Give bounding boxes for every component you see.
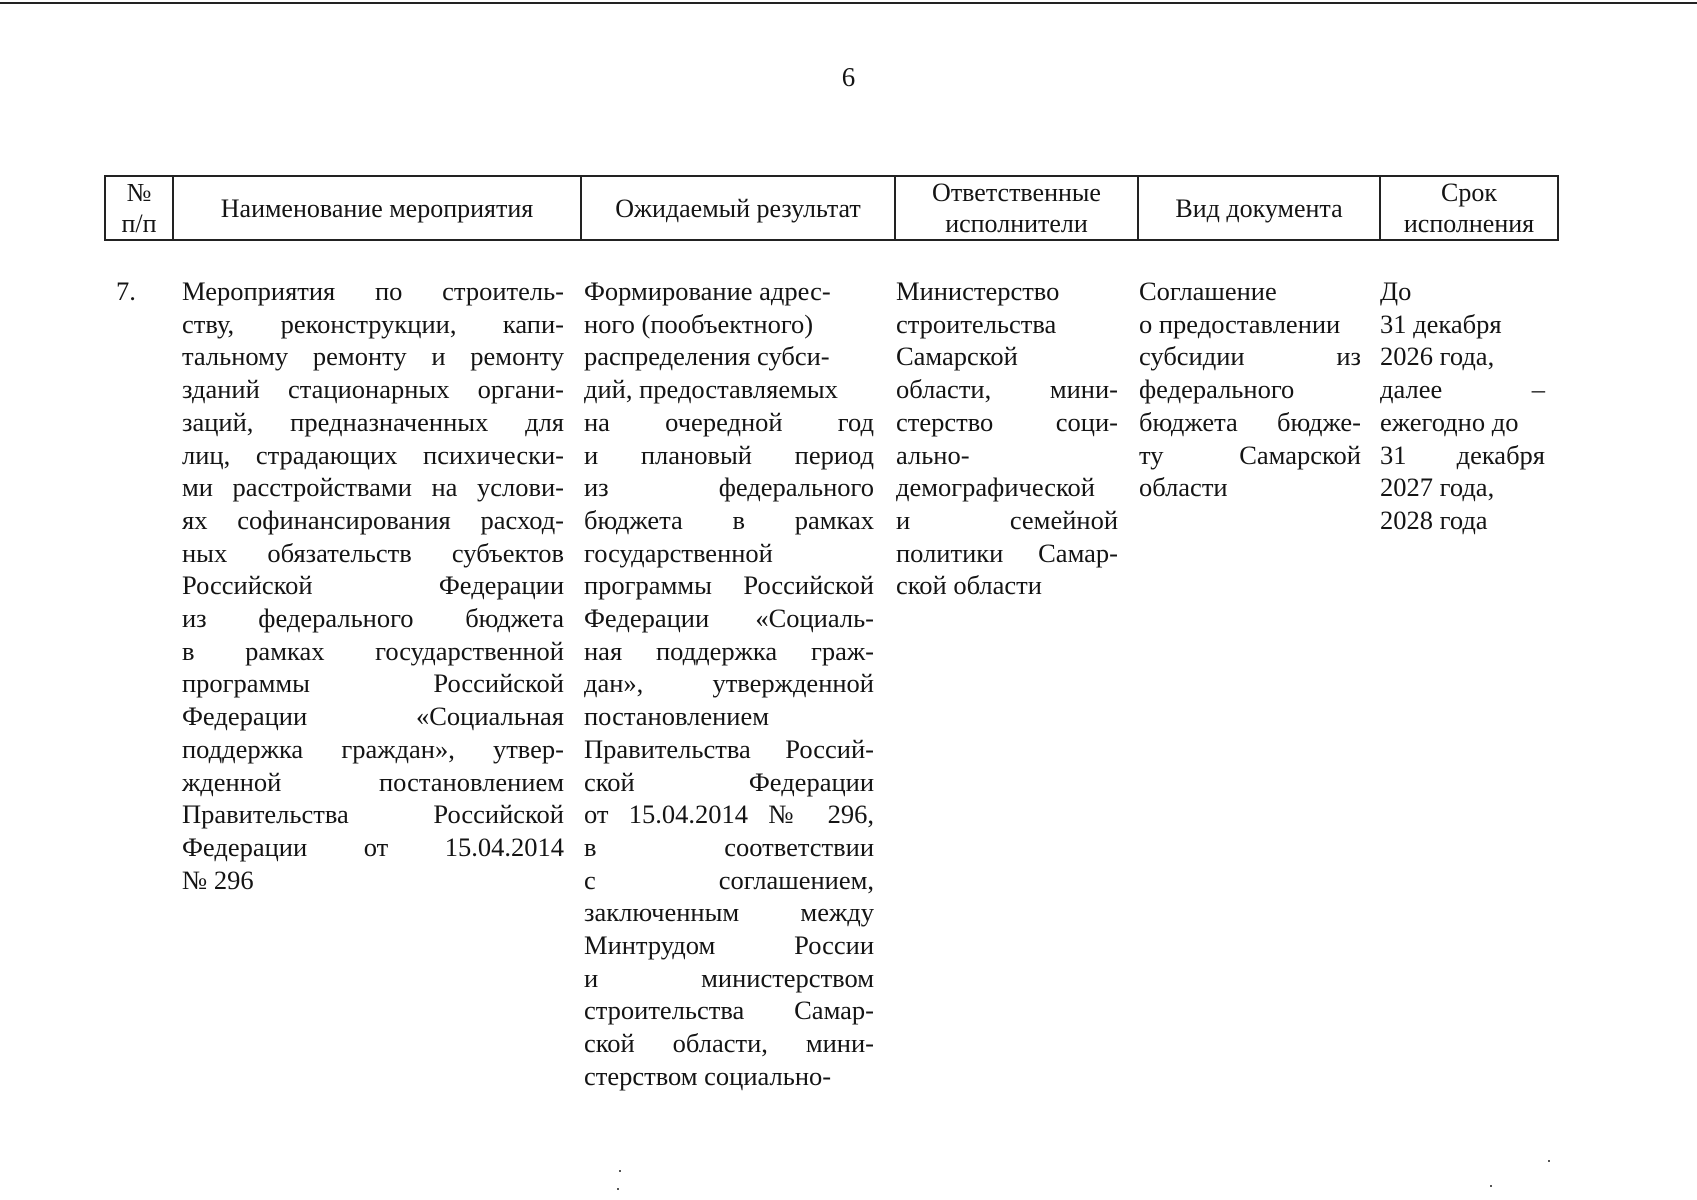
cell-text-line: Федерации «Социаль- bbox=[584, 603, 874, 634]
cell-text-line: ях софинансирования расход- bbox=[182, 504, 564, 535]
cell-text-line: в рамках государственной bbox=[182, 635, 564, 666]
cell-text-line: государственной bbox=[584, 537, 773, 568]
cell-text-line: ской области bbox=[896, 570, 1042, 601]
responsible-cell bbox=[896, 275, 1118, 602]
cell-text-line: распределения субси- bbox=[584, 341, 830, 372]
row-number: 7. bbox=[116, 276, 136, 306]
cell-text-line: ная поддержка граж- bbox=[584, 635, 874, 666]
cell-text-line: Формирование адрес- bbox=[584, 276, 831, 306]
cell-text-line: ской Федерации bbox=[584, 766, 874, 797]
cell-text-line: ской области, мини- bbox=[584, 1028, 874, 1059]
cell-text-line: Российской Федерации bbox=[182, 570, 564, 601]
cell-text-line: тальному ремонту и ремонту bbox=[182, 341, 564, 372]
cell-text-line: 2027 года, bbox=[1380, 472, 1495, 503]
header-cell-result: Ожидаемый результат bbox=[581, 176, 895, 240]
table-header bbox=[104, 175, 1559, 241]
cell-text-line: Минтрудом России bbox=[584, 930, 874, 961]
cell-text-line: с соглашением, bbox=[584, 864, 874, 895]
cell-text-line: из федерального бюджета bbox=[182, 603, 564, 634]
cell-text-line: ально- bbox=[896, 439, 970, 470]
cell-text-line: в соответствии bbox=[584, 831, 874, 862]
expected-result-cell bbox=[584, 275, 874, 1093]
cell-text-line: области bbox=[1139, 472, 1228, 503]
cell-text-line: ту Самарской bbox=[1139, 439, 1361, 470]
cell-text-line: До bbox=[1380, 276, 1412, 306]
cell-text-line: поддержка граждан», утвер- bbox=[182, 733, 564, 764]
top-border-line bbox=[0, 2, 1697, 4]
header-cell-term bbox=[1380, 176, 1558, 240]
cell-text-line: ного (пообъектного) bbox=[584, 308, 814, 339]
scan-speck bbox=[619, 1170, 621, 1172]
cell-text-line: Соглашение bbox=[1139, 276, 1277, 306]
header-term-line-2: исполнения bbox=[1403, 209, 1535, 238]
header-cell-name: Наименование мероприятия bbox=[173, 176, 581, 240]
header-responsible-line-1: Ответственные bbox=[932, 178, 1101, 207]
cell-text-line: лиц, страдающих психически- bbox=[182, 439, 564, 470]
header-responsible-line-2: исполнители bbox=[945, 209, 1088, 238]
cell-text-line: заключенным между bbox=[584, 897, 874, 928]
cell-text-line: и семейной bbox=[896, 504, 1118, 535]
cell-text-line: федерального bbox=[1139, 374, 1295, 405]
scan-speck bbox=[1490, 1185, 1492, 1187]
cell-text-line: программы Российской bbox=[182, 668, 564, 699]
header-term-line-1: Срок bbox=[1441, 178, 1497, 207]
deadline-cell bbox=[1380, 275, 1545, 537]
cell-text-line: демографической bbox=[896, 472, 1095, 503]
cell-text-line: ми расстройствами на услови- bbox=[182, 472, 564, 503]
cell-text-line: бюджета в рамках bbox=[584, 504, 874, 535]
cell-text-line: на очередной год bbox=[584, 406, 874, 437]
cell-text-line: ных обязательств субъектов bbox=[182, 537, 564, 568]
cell-text-line: и министерством bbox=[584, 962, 874, 993]
cell-text-line: Министерство bbox=[896, 276, 1060, 306]
header-num-line-2: п/п bbox=[121, 209, 157, 238]
cell-text-line: Мероприятия по строитель- bbox=[182, 276, 564, 306]
cell-text-line: 31 декабря bbox=[1380, 439, 1545, 470]
cell-text-line: и плановый период bbox=[584, 439, 874, 470]
cell-text-line: строительства bbox=[896, 308, 1057, 339]
cell-text-line: зданий стационарных органи- bbox=[182, 374, 564, 405]
cell-text-line: стерством социально- bbox=[584, 1060, 832, 1091]
cell-text-line: дан», утвержденной bbox=[584, 668, 874, 699]
cell-text-line: постановлением bbox=[584, 701, 769, 732]
cell-text-line: области, мини- bbox=[896, 374, 1118, 405]
cell-text-line: заций, предназначенных для bbox=[182, 406, 564, 437]
cell-text-line: субсидии из bbox=[1139, 341, 1361, 372]
cell-text-line: бюджета бюдже- bbox=[1139, 406, 1361, 437]
header-num-line-1: № bbox=[126, 178, 152, 207]
cell-text-line: 2026 года, bbox=[1380, 341, 1495, 372]
cell-text-line: дий, предоставляемых bbox=[584, 374, 838, 405]
cell-text-line: программы Российской bbox=[584, 570, 874, 601]
cell-text-line: № 296 bbox=[182, 864, 254, 895]
header-cell-num bbox=[105, 176, 173, 240]
cell-text-line: ству, реконструкции, капи- bbox=[182, 308, 564, 339]
header-cell-doc-type: Вид документа bbox=[1138, 176, 1380, 240]
cell-text-line: Правительства Российской bbox=[182, 799, 564, 830]
cell-text-line: строительства Самар- bbox=[584, 995, 874, 1026]
cell-text-line: Самарской bbox=[896, 341, 1018, 372]
scan-speck bbox=[617, 1188, 619, 1190]
measure-name-cell bbox=[182, 275, 564, 896]
cell-text-line: из федерального bbox=[584, 472, 874, 503]
cell-text-line: Федерации от 15.04.2014 bbox=[182, 831, 564, 862]
cell-text-line: 2028 года bbox=[1380, 504, 1488, 535]
page-number: 6 bbox=[841, 62, 856, 92]
scan-speck bbox=[1548, 1160, 1550, 1162]
cell-text-line: от 15.04.2014 № 296, bbox=[584, 799, 874, 830]
cell-text-line: стерство соци- bbox=[896, 406, 1118, 437]
header-cell-responsible bbox=[895, 176, 1138, 240]
document-type-cell bbox=[1139, 275, 1361, 504]
cell-text-line: далее – bbox=[1380, 374, 1545, 405]
cell-text-line: 31 декабря bbox=[1380, 308, 1502, 339]
cell-text-line: о предоставлении bbox=[1139, 308, 1341, 339]
cell-text-line: Правительства Россий- bbox=[584, 733, 874, 764]
cell-text-line: ежегодно до bbox=[1380, 406, 1519, 437]
cell-text-line: жденной постановлением bbox=[182, 766, 564, 797]
cell-text-line: политики Самар- bbox=[896, 537, 1118, 568]
cell-text-line: Федерации «Социальная bbox=[182, 701, 564, 732]
